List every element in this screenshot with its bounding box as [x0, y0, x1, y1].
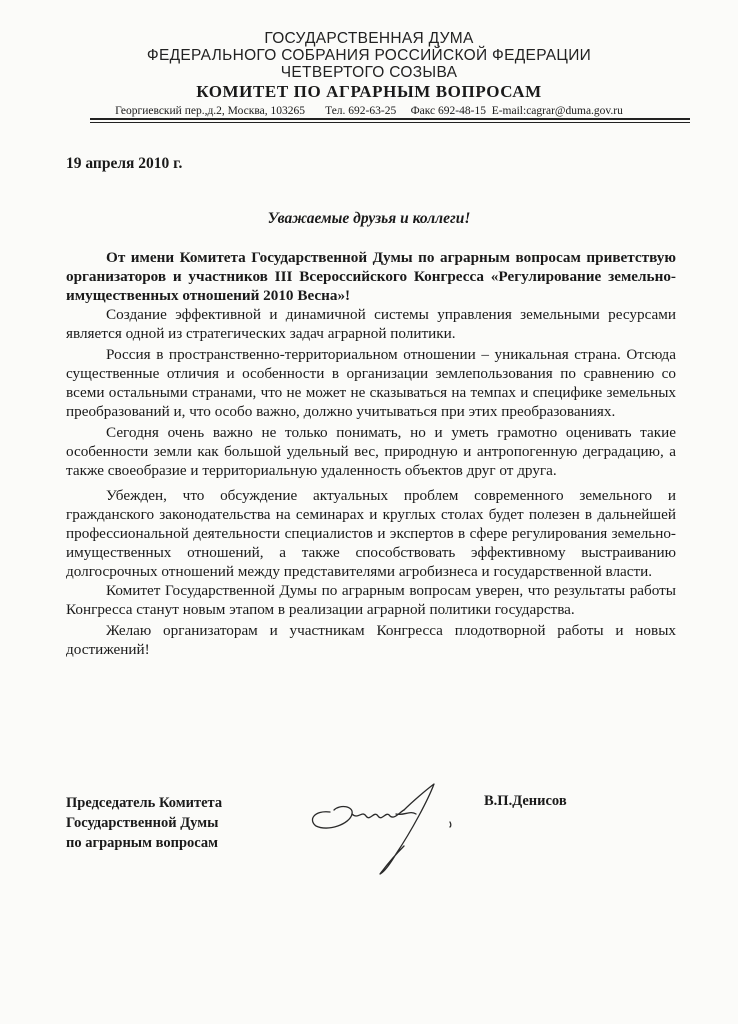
paragraph: Убежден, что обсуждение актуальных проблем современного земельного и гражданского законодательства на семинарах и круглых столах будет полезен в дальнейшей профессиональной деятельности специалистов и экспертов в сфере регулирования земельно-имущественных отношений, а также способствовать эффективному выстраиванию долгосрочных отношений между представителями агробизнеса и государственной власти. [66, 487, 676, 580]
letterhead-rule-thin [90, 122, 690, 123]
signatory-title-line: Государственной Думы [66, 815, 219, 831]
letterhead-rule-thick [90, 118, 690, 120]
paragraph-lead: От имени Комитета Государственной Думы по аграрным вопросам приветствую организаторов и участников III Всероссийского Конгресса «Регулирование земельно-имущественных отношений 2010 Весна»! [66, 249, 676, 304]
signatory-title-line: Председатель Комитета [66, 795, 223, 811]
handwritten-signature [300, 780, 470, 880]
letter-date: 19 апреля 2010 г. [66, 155, 183, 172]
paragraph: Сегодня очень важно не только понимать, но и уметь грамотно оценивать такие особенности земли как большой удельный вес, природную и антропогенную деградацию, а также своеобразие и территориальную удаленность объектов друг от друга. [66, 424, 676, 479]
paragraph: Комитет Государственной Думы по аграрным вопросам уверен, что результаты работы Конгресса станут новым этапом в реализации аграрной политики государства. [66, 582, 676, 618]
signatory-name: В.П.Денисов [484, 793, 567, 809]
letterhead-line-3: ЧЕТВЕРТОГО СОЗЫВА [280, 64, 458, 81]
contact-line: Георгиевский пер.,д.2, Москва, 103265 Тел. 692-63-25 Факс 692-48-15 E-mail:cagrar@duma.gov.ru [115, 105, 623, 117]
signatory-title [66, 793, 222, 853]
letter-greeting: Уважаемые друзья и коллеги! [267, 210, 471, 227]
paragraph: Желаю организаторам и участникам Конгресса плодотворной работы и новых достижений! [66, 622, 676, 658]
committee-name: КОМИТЕТ ПО АГРАРНЫМ ВОПРОСАМ [196, 82, 542, 101]
letterhead-line-2: ФЕДЕРАЛЬНОГО СОБРАНИЯ РОССИЙСКОЙ ФЕДЕРАЦИИ [146, 47, 592, 64]
paragraph: Создание эффективной и динамичной системы управления земельными ресурсами является одной из стратегических задач аграрной политики. [66, 306, 676, 342]
paragraph: Россия в пространственно-территориальном отношении – уникальная страна. Отсюда существенные отличия и особенности в организации землепользования по сравнению со всеми остальными странами, что не может не сказываться на темпах и специфике земельных преобразований и, что особо важно, должно учитываться при этих преобразованиях. [66, 346, 676, 420]
letter-body [66, 248, 676, 659]
letterhead-line-1: ГОСУДАРСТВЕННАЯ ДУМА [264, 30, 474, 47]
letterhead [0, 30, 738, 118]
signatory-title-line: по аграрным вопросам [66, 835, 219, 851]
